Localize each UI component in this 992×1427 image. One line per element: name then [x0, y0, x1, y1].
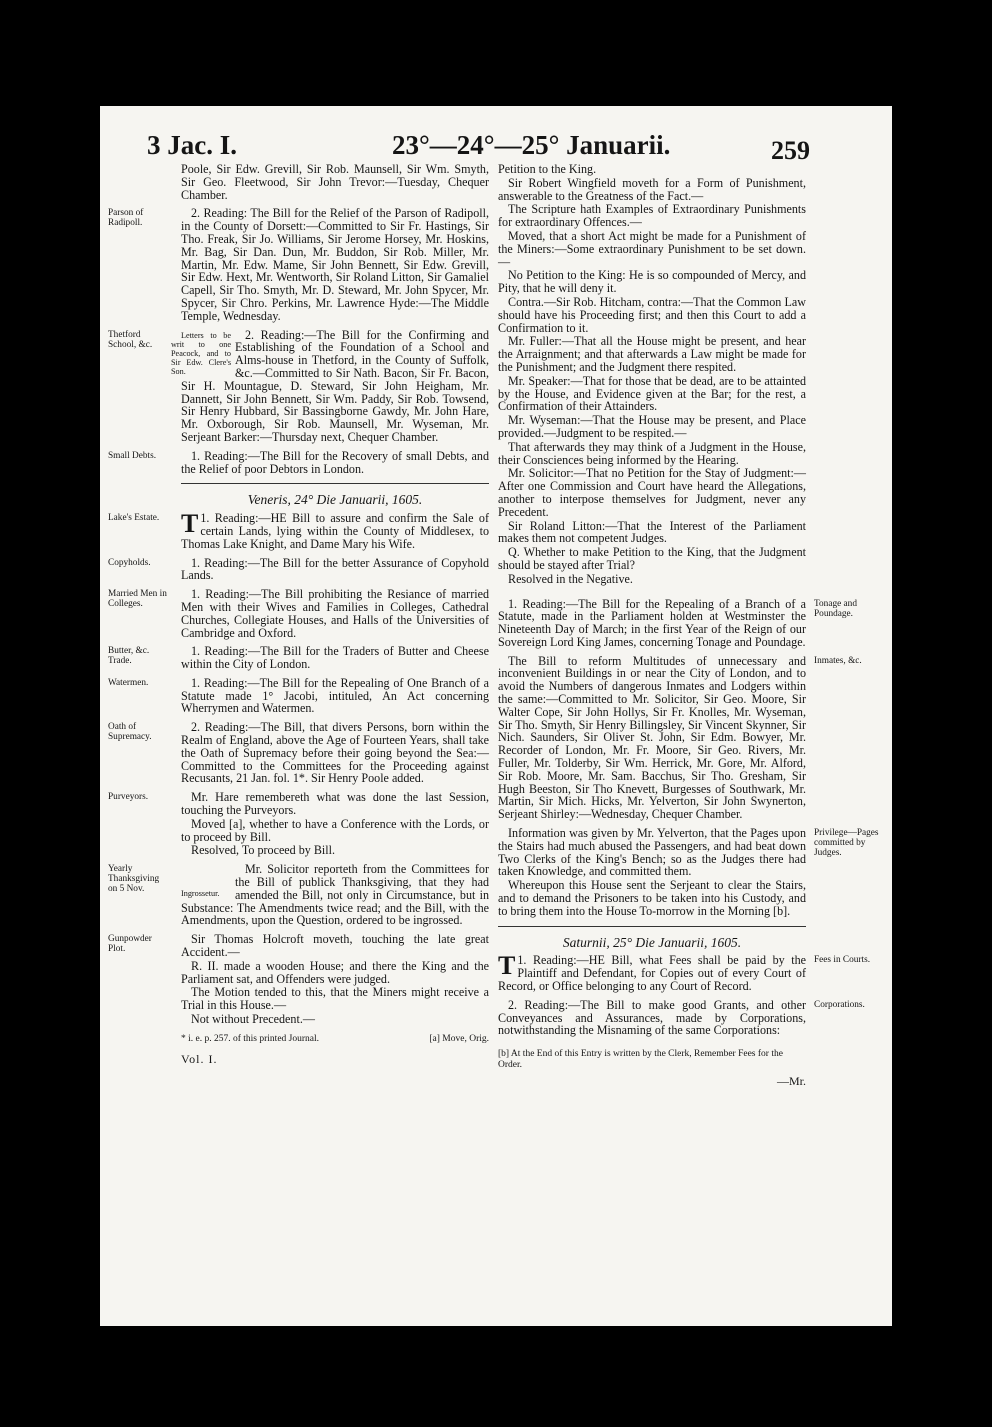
paragraph: Petition to the King.: [498, 162, 597, 176]
drop-cap: T: [498, 951, 516, 981]
entry-married-men: [108, 587, 489, 640]
paragraph: Sir Roland Litton:—That the Interest of the Parliament makes them not competent Judges.: [498, 518, 806, 546]
entry-supremacy: [108, 720, 489, 786]
paragraph: No Petition to the King: He is so compounded of Mercy, and Pity, that he will deny it.: [498, 268, 806, 296]
paragraph: Information was given by Mr. Yelverton, that the Pages upon the Stairs had much abused the Passengers, and had beat down Two Clerks of the King's Bench; so as the Judges there had taken Knowledge, and committed them.: [498, 826, 806, 879]
paragraph: 1. Reading:—The Bill for the Traders of Butter and Cheese within the City of London.: [181, 644, 489, 672]
margin-note: Corporations.: [814, 999, 865, 1010]
paragraph: 1. Reading:—The Bill for the Recovery of small Debts, and the Relief of poor Debtors in London.: [181, 448, 489, 476]
running-header: [100, 126, 892, 166]
margin-note: Purveyors.: [108, 792, 149, 803]
footnote-star: * i. e. p. 257. of this printed Journal.: [181, 1033, 319, 1044]
paragraph: Moved, that a short Act might be made for a Punishment of the Miners:—Some extraordinary Punishment to be set down.—: [498, 228, 806, 269]
paragraph: Not without Precedent.—: [191, 1012, 315, 1027]
paragraph: Mr. Hare remembereth what was done the last Session, touching the Purveyors.: [181, 790, 489, 818]
entry-thetford: [108, 327, 489, 444]
margin-note: Small Debts.: [108, 450, 157, 461]
paragraph: Resolved in the Negative.: [508, 571, 633, 586]
left-column: [108, 162, 489, 1066]
paragraph: Sir Robert Wingfield moveth for a Form of Punishment, answerable to the Greatness of the Fact.—: [498, 175, 806, 203]
entry-fees: [498, 951, 871, 994]
entry-watermen: [108, 675, 489, 716]
margin-note: Parson of Radipoll.: [108, 208, 144, 229]
header-regnal-year: 3 Jac. I.: [147, 130, 237, 160]
footnote-a: [a] Move, Orig.: [429, 1033, 489, 1044]
catchword: —Mr.: [776, 1074, 806, 1089]
paragraph: The Scripture hath Examples of Extraordinary Punishments for extraordinary Offences.—: [498, 202, 806, 230]
paragraph: Q. Whether to make Petition to the King, that the Judgment should be stayed after Trial?: [498, 545, 806, 572]
margin-note: Yearly Thanksgiving on 5 Nov.: [108, 864, 160, 895]
paragraph: 1. Reading:— T HE Bill, what Fees shall be paid by the Plaintiff and Defendant, for Copies out of every Court of Record, or Office belonging to any Court of Record.: [498, 951, 806, 994]
entry-lake-estate: [108, 509, 489, 551]
entry-purveyors: [108, 790, 489, 858]
paragraph: Letters to be writ to one Peacock, and to Sir Edw. Clere's Son. 2. Reading:—The Bill for the Confirming and Establishing of the Foundation of a School and Alms-house in Thetford, in the County of Suffolk, &c.—Committed to Sir Nath. Bacon, Sir Fr. Bacon, Sir H. Mountague, D. Steward, Sir John Heigham, Mr. Dannett, Sir John Bennett, Sir Wm. Paddy, Sir Rob. Towsend, Sir Henry Hubbard, Sir Bassingborne Gawdy, Mr. John Hare, Mr. Oxborough, Sir Rob. Maunsell, Mr. Wyseman, Mr. Serjeant Barker:—Thursday next, Chequer Chamber.: [171, 327, 489, 444]
paragraph: Contra.—Sir Rob. Hitcham, contra:—That the Common Law should have his Proceeding first; and then this Court to add a Confirmation to it.: [498, 294, 806, 335]
paragraph: Whereupon this House sent the Serjeant to clear the Stairs, and to demand the Prisoners to be taken into his Custody, and to bring them into the House To-morrow in the Morning [b].: [498, 878, 806, 918]
entry-butter: [108, 644, 489, 672]
entry-radipoll: [108, 206, 489, 323]
margin-note: Fees in Courts.: [814, 955, 871, 966]
paragraph: 1. Reading:—The Bill for the better Assurance of Copyhold Lands.: [181, 555, 489, 583]
entry-privilege: [498, 826, 879, 918]
paragraph: 1. Reading:—The Bill prohibiting the Resiance of married Men with their Wives and Families in Colleges, Cathedral Churches, Collegiate Houses, and Halls of the Universities of Cambridge and Oxford.: [181, 587, 489, 640]
margin-note: Married Men in Colleges.: [108, 589, 167, 610]
paragraph: 1. Reading:—The Bill for the Repealing of One Branch of a Statute made 1° Jacobi, intituled, An Act concerning Wherrymen and Watermen.: [181, 675, 489, 716]
paragraph: 2. Reading:—The Bill, that divers Persons, born within the Realm of England, above the Age of Fourteen Years, shall take the Oath of Supremacy before their going beyond the Sea:—Committed to the Committees for the Proceeding against Recusants, 21 Jan. fol. 1*. Sir Henry Poole added.: [181, 720, 489, 786]
paragraph: The Bill to reform Multitudes of unnecessary and inconvenient Buildings in or near the City of London, and to avoid the Numbers of dangerous Inmates and Lodgers within the same:—Committed to Mr. Solicitor, Sir Geo. Moore, Sir Walter Cope, Sir John Hollys, Sir Fr. Knolles, Mr. Wyseman, Sir Tho. Smyth, Sir Henry Billingsley, Sir Vincent Skynner, Sir Nich. Saunders, Sir Oliver St. John, Sir Edm. Bowyer, Mr. Recorder of London, Mr. Fr. Moore, Sir Geo. Rivers, Mr. Fuller, Mr. Tolderby, Sir Wm. Herrick, Mr. Gore, Mr. Alford, Sir Rob. Moore, Mr. Sam. Bacchus, Sir Tho. Gresham, Sir Hugh Beeston, Sir Tho Knevett, Burgesses of Southwark, Mr. Martin, Sir Mich. Hicks, Mr. Yelverton, Sir John Swynerton, Serjeant Shirley:—Wednesday, Chequer Chamber.: [498, 653, 806, 822]
paragraph: 1. Reading:— T HE Bill to assure and confirm the Sale of certain Lands, lying within the County of Middlesex, to Thomas Lake Knight, and Dame Mary his Wife.: [181, 509, 489, 551]
margin-note: Privilege—Pages committed by Judges.: [814, 828, 879, 859]
paragraph: Mr. Solicitor:—That no Petition for the Stay of Judgment:—After one Commission and Court have heard the Allegations, another to interpose themselves for Judgment, never any Precedent.: [498, 466, 806, 519]
footnote-b: [b] At the End of this Entry is written by the Clerk, Remember Fees for the Order.: [498, 1049, 783, 1071]
margin-note: Inmates, &c.: [814, 655, 862, 666]
inline-margin-note: Ingrossetur.: [181, 889, 220, 899]
day-heading: Veneris, 24° Die Januarii, 1605.: [247, 492, 423, 508]
paragraph: Mr. Speaker:—That for those that be dead, are to be attainted by the House, and Evidence given at the Bar; for the rest, a Confirmation of their Attainders.: [498, 373, 806, 414]
journal-page: [100, 106, 892, 1326]
paragraph: The Motion tended to this, that the Miners might receive a Trial in this House.—: [181, 985, 489, 1013]
paragraph: Sir Thomas Holcroft moveth, touching the late great Accident.—: [181, 932, 489, 960]
margin-note: Butter, &c. Trade.: [108, 646, 150, 667]
margin-note: Thetford School, &c.: [108, 329, 153, 350]
paragraph: Moved [a], whether to have a Conference with the Lords, or to proceed by Bill.: [181, 816, 489, 844]
entry-corporations: [498, 997, 865, 1038]
paragraph: 1. Reading:—The Bill for the Repealing of a Branch of a Statute, made in the Parliament holden at Westminster the Nineteenth Day of March; in the first Year of the Reign of our Sovereign Lord King James, concerning Tonage and Poundage.: [498, 596, 806, 649]
paragraph: Resolved, To proceed by Bill.: [191, 843, 336, 858]
drop-cap: T: [181, 509, 199, 539]
paragraph: Poole, Sir Edw. Grevill, Sir Rob. Maunsell, Sir Wm. Smyth, Sir Geo. Fleetwood, Sir John Trevor:—Tuesday, Chequer Chamber.: [181, 162, 489, 202]
margin-note: Copyholds.: [108, 557, 151, 568]
margin-note: Watermen.: [108, 677, 149, 688]
margin-note: Tonage and Poundage.: [814, 598, 857, 619]
divider: [498, 926, 806, 927]
right-column: [498, 162, 879, 1089]
margin-note: Lake's Estate.: [108, 513, 160, 524]
margin-note: Gunpowder Plot.: [108, 934, 152, 955]
paragraph: Ingrossetur. Mr. Solicitor reporteth from the Committees for the Bill of publick Thanksgiving, that they had amended the Bill, not only in Circumstance, but in Substance: The Amendments twice read; and the Bill, with the Amendments, upon the Question, ordered to be ingrossed.: [181, 863, 489, 927]
paragraph: Mr. Fuller:—That all the House might be present, and hear the Arraignment; and that afterwards a Law might be made for the Punishment; and the Judgment there respited.: [498, 334, 806, 374]
page-number: 259: [771, 136, 810, 165]
header-dates: 23°—24°—25° Januarii.: [392, 130, 671, 160]
entry-copyholds: [108, 555, 489, 583]
paragraph: That afterwards they may think of a Judgment in the House, their Consciences being informed by the Hearing.: [498, 439, 806, 467]
entry-thanksgiving: [108, 862, 489, 928]
paragraph: 2. Reading:—The Bill to make good Grants, and other Conveyances and Assurances, made by Corporations, notwithstanding the Misnaming of the same Corporations:: [498, 997, 806, 1038]
divider: [181, 483, 489, 484]
volume-signature: Vol. I.: [181, 1051, 218, 1066]
footnotes: [181, 1034, 489, 1045]
margin-note: Oath of Supremacy.: [108, 722, 152, 743]
entry-inmates: [498, 653, 862, 822]
paragraph: 2. Reading: The Bill for the Relief of the Parson of Radipoll, in the County of Dorsett:—Committed to Sir Fr. Hastings, Sir Tho. Freak, Sir Jo. Williams, Sir Jerome Horsey, Mr. Hoskins, Mr. Bag, Sir Dan. Dun, Mr. Buddon, Sir Rob. Miller, Mr. Martin, Mr. Edw. Mame, Sir John Bennett, Sir Edw. Grevill, Sir Edw. Hext, Mr. Wentworth, Sir Roland Litton, Sir Gamaliel Capell, Sir Tho. Smyth, Mr. D. Steward, Mr. John Spycer, Mr. Spycer, Sir Chro. Perkins, Mr. Lawrence Hyde:—The Middle Temple, Wednesday.: [181, 206, 489, 323]
inline-margin-note: Letters to be writ to one Peacock, and to Sir Edw. Clere's Son.: [171, 330, 231, 376]
day-heading: Saturnii, 25° Die Januarii, 1605.: [562, 934, 742, 950]
entry-tonage: [498, 596, 857, 649]
entry-gunpowder: [108, 932, 489, 1027]
entry-small-debts: [108, 448, 489, 476]
paragraph: R. II. made a wooden House; and there the King and the Parliament sat, and Offenders were judged.: [181, 958, 489, 986]
paragraph: Mr. Wyseman:—That the House may be present, and Place provided.—Judgment to be respited.—: [498, 413, 806, 440]
